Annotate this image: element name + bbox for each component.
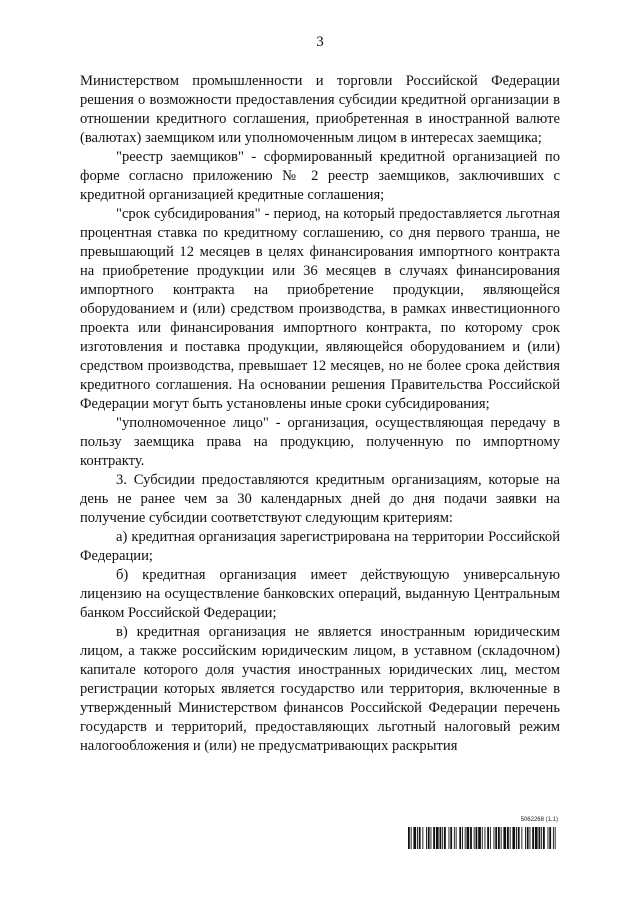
barcode-bar (543, 827, 545, 849)
barcode-bar (498, 827, 500, 849)
document-code: 5062268 (1.1) (520, 817, 558, 823)
barcode-bar (501, 827, 502, 849)
barcode-bar (462, 827, 463, 849)
barcode-bar (503, 827, 506, 849)
barcode-bar (428, 827, 430, 849)
barcode-bar (417, 827, 418, 849)
document-body (80, 72, 560, 756)
barcode-bar (539, 827, 541, 849)
barcode-bar (495, 827, 497, 849)
barcode-bar (442, 827, 443, 849)
barcode-bar (535, 827, 538, 849)
barcode-bar (411, 827, 412, 849)
paragraph-continuation: Министерством промышленности и торговли Российской Федерации решения о возможности предоставления субсидии кредитной организации в отношении кредитного соглашения, приобретенная в иностранной валюте (валютах) заемщиком или уполномоченным лицом в интересах заемщика; (80, 73, 560, 146)
barcode-bar (433, 827, 435, 849)
barcode-bar (408, 827, 410, 849)
barcode-bar (413, 827, 416, 849)
paragraph-criterion-a: а) кредитная организация зарегистрирована на территории Российской Федерации; (80, 529, 560, 564)
barcode-bar (474, 827, 475, 849)
barcode-bar (510, 827, 511, 849)
barcode-bar (440, 827, 442, 849)
barcode-bar (518, 827, 520, 849)
barcode-bar (444, 827, 446, 849)
barcode-bar (426, 827, 427, 849)
barcode-bar (431, 827, 432, 849)
barcode-bar (507, 827, 509, 849)
barcode-bar (555, 827, 556, 849)
barcode-bar (476, 827, 478, 849)
paragraph-criterion-b: б) кредитная организация имеет действующую универсальную лицензию на осуществление банковских операций, выданную Центральным банком Российской Федерации; (80, 567, 560, 621)
barcode-bar (482, 827, 483, 849)
barcode-bar (532, 827, 534, 849)
barcode-bar (485, 827, 486, 849)
barcode-bar (450, 827, 452, 849)
barcode-bar (478, 827, 481, 849)
barcode-image (408, 827, 558, 849)
paragraph-authorized-person: "уполномоченное лицо" - организация, осуществляющая передачу в пользу заемщика права на продукцию, полученную по импортному контракту. (80, 415, 560, 469)
paragraph-subsidy-period: "срок субсидирования" - период, на который предоставляется льготная процентная ставка по кредитному соглашению, со дня первого транша, не превышающий 12 месяцев в целях финансирования импортного контракта на приобретение продукции или 36 месяцев в случаях финансирования импортного контракта на приобретение продукции, являющейся оборудованием и (или) средством производства, в рамках инвестиционного проекта или финансирования импортного контракта, по которому срок изготовления и поставка продукции, являющейся оборудованием и (или) средством производства, превышает 12 месяцев, но не более срока действия кредитного соглашения. На основании решения Правительства Российской Федерации могут быть установлены иные сроки субсидирования; (80, 206, 560, 412)
page-number: 3 (316, 34, 324, 50)
barcode-bar (525, 827, 526, 849)
barcode-bar (487, 827, 489, 849)
paragraph-criterion-c: в) кредитная организация не является иностранным юридическим лицом, а также российским юридическим лицом, в уставном (складочном) капитале которого доля участия иностранных юридических лиц, местом регистрации которых является государство или территория, включенные в утвержденный Министерством финансов Российской Федерации перечень государств и территорий, предоставляющих льготный налоговый режим налогообложения и (или) не предусматривающих раскрытия (80, 624, 560, 754)
barcode-bar (549, 827, 551, 849)
barcode-bar (490, 827, 491, 849)
paragraph-section-3: 3. Субсидии предоставляются кредитным организациям, которые на день не ранее чем за 30 календарных дней до дня подачи заявки на получение субсидии соответствуют следующим критериям: (80, 472, 560, 526)
barcode-bar (465, 827, 466, 849)
barcode-bar (459, 827, 461, 849)
barcode-bar (548, 827, 549, 849)
barcode-bar (456, 827, 457, 849)
barcode-bar (454, 827, 455, 849)
barcode-bar (494, 827, 495, 849)
barcode-bar (530, 827, 531, 849)
barcode-bar (541, 827, 542, 849)
barcode-bar (521, 827, 522, 849)
barcode-bar (467, 827, 470, 849)
barcode-bar (512, 827, 515, 849)
barcode-bar (422, 827, 423, 849)
barcode-bar (419, 827, 421, 849)
barcode-bar (470, 827, 472, 849)
barcode-bar (527, 827, 529, 849)
barcode-bar (449, 827, 450, 849)
paragraph-borrower-registry: "реестр заемщиков" - сформированный кредитной организацией по форме согласно приложению № 2 реестр заемщиков, заключивших с кредитной организацией кредитные соглашения; (80, 149, 560, 203)
barcode-bar (553, 827, 554, 849)
barcode-bar (436, 827, 439, 849)
barcode-bar (516, 827, 517, 849)
